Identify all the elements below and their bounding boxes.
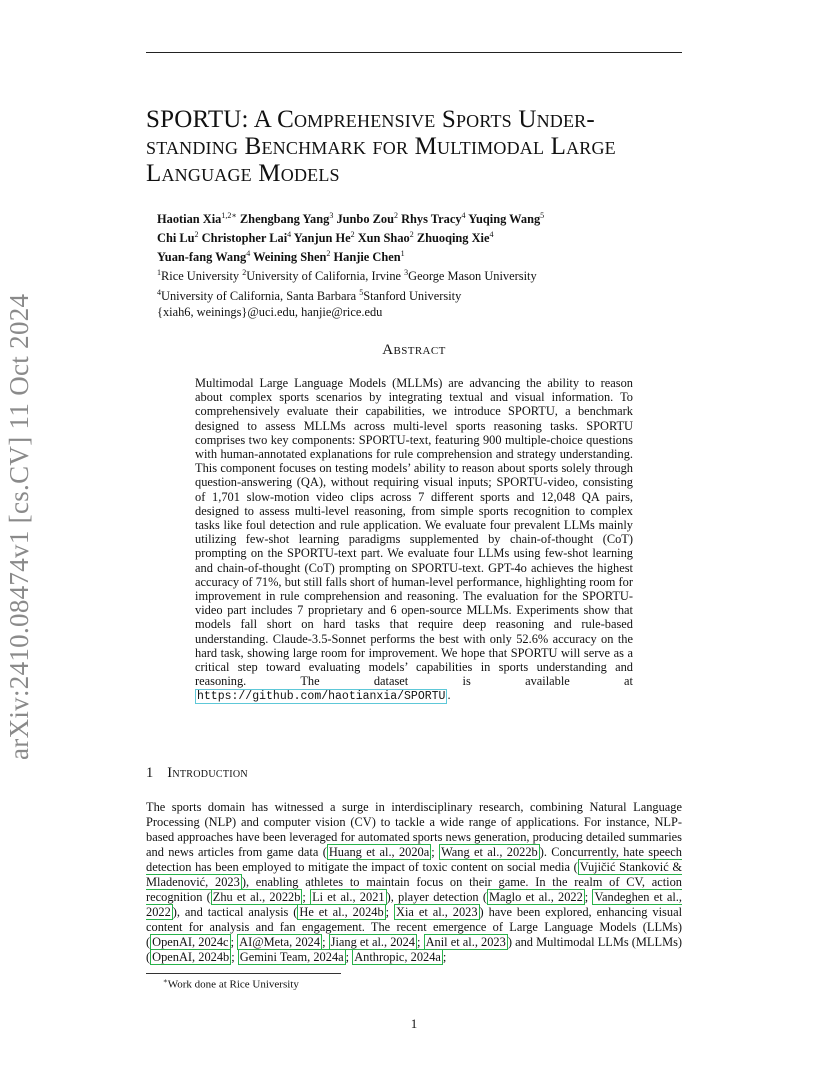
- citation-link[interactable]: He et al., 2024b: [299, 905, 384, 919]
- author-line-1: [157, 208, 677, 227]
- citation-link[interactable]: Jiang et al., 2024: [330, 935, 416, 949]
- author-name: Chi Lu: [157, 231, 195, 246]
- author-line-3: [157, 246, 677, 265]
- citation-link[interactable]: Vandeghen et al., 2022: [146, 890, 683, 919]
- author-line-2: [157, 227, 677, 246]
- citation-link[interactable]: Zhu et al., 2022b: [212, 890, 301, 904]
- author-affiliation-mark: 3: [329, 211, 334, 220]
- intro-text: ) have been explored, enhancing visual content for analysis and fan engagement. The recent emergence of Large Language Models (LLMs) (: [146, 905, 683, 949]
- affiliation-mark: 4: [157, 287, 161, 297]
- intro-text: ;: [442, 950, 447, 964]
- citation-link[interactable]: OpenAI, 2024c: [152, 935, 229, 949]
- page-number: 1: [410, 1016, 418, 1031]
- title-line-2: standing Benchmark for Multimodal Large: [146, 133, 616, 160]
- citation-link[interactable]: Anil et al., 2023: [425, 935, 506, 949]
- citation-link[interactable]: Huang et al., 2020a: [328, 845, 430, 859]
- title-line-1: SPORTU: A Comprehensive Sports Under-: [146, 106, 595, 133]
- affiliation-line: [157, 265, 677, 284]
- intro-text: The sports domain has witnessed a surge in interdisciplinary research, combining Natural Language Processing (NLP) and computer vision (CV) to tackle a wide range of applications. For instance, NLP-based approaches have been leveraged for automated sports news generation, producing detailed summaries and news articles from game data (: [146, 800, 682, 859]
- footnote-rule: [146, 973, 341, 974]
- top-rule: [146, 52, 682, 53]
- author-affiliation-mark: 2: [409, 230, 414, 240]
- dataset-link[interactable]: https://github.com/haotianxia/SPORTU: [197, 690, 446, 704]
- citation-link[interactable]: AI@Meta, 2024: [239, 935, 321, 949]
- author-affiliation-mark: 1: [400, 249, 405, 259]
- affiliation-name: University of California, Santa Barbara: [161, 288, 360, 303]
- author-affiliation-mark: 2: [326, 249, 331, 259]
- author-name: Yuan-fang Wang: [157, 250, 247, 265]
- section-title: Introduction: [167, 765, 248, 781]
- author-name: Hanjie Chen: [333, 250, 401, 265]
- citation-link[interactable]: Vujičić Stanković & Mladenović, 2023: [146, 860, 682, 889]
- affiliation-name: University of California, Irvine: [246, 269, 405, 284]
- citation-link[interactable]: Anthropic, 2024a: [354, 950, 441, 964]
- author-name: Zhengbang Yang: [239, 212, 330, 227]
- author-affiliation-mark: 4: [461, 211, 466, 220]
- affiliation-mark: 2: [242, 268, 247, 278]
- affiliation-mark: 1: [157, 268, 161, 278]
- affiliations: [157, 265, 677, 303]
- citation-link[interactable]: Gemini Team, 2024a: [239, 950, 344, 964]
- section-heading: [146, 765, 248, 782]
- intro-text: ). Concurrently, hate speech detection has been employed to mitigate the impact of toxic content on social media (: [146, 845, 682, 874]
- abstract-text: Multimodal Large Language Models (MLLMs) are advancing the ability to reason about complex sports scenarios by integrating textual and visual information. To comprehensively evaluate their capabilities, we introduce SPORTU, a benchmark designed to assess MLLMs across multi-level sports reasoning tasks. SPORTU comprises two key components: SPORTU-text, featuring 900 multiple-choice questions with human-annotated explanations for rule comprehension and strategy understanding. This component focuses on testing models’ ability to reason about sports solely through question-answering (QA), without requiring visual inputs; SPORTU-video, consisting of 1,701 slow-motion video clips across 7 different sports and 12,048 QA pairs, designed to assess multi-level reasoning, from simple sports recognition to complex tasks like foul detection and rule application. We evaluate four prevalent LLMs mainly utilizing few-shot learning paradigms supplemented by chain-of-thought (CoT) prompting on the SPORTU-text part. We evaluate four LLMs using few-shot learning and chain-of-thought (CoT) prompting on SPORTU-text. GPT-4o achieves the highest accuracy of 71%, but still falls short of human-level performance, highlighting room for improvement in rule comprehension and reasoning. The evaluation for the SPORTU-video part includes 7 proprietary and 6 open-source MLLMs. Experiments show that models fall short on hard tasks that require deep reasoning and rule-based understanding. Claude-3.5-Sonnet performs the best with only 52.6% accuracy on the hard task, showing large room for improvement. We hope that SPORTU will serve as a critical step toward evaluating models’ capabilities in sports understanding and reasoning. The dataset is available at: [195, 376, 633, 689]
- affiliation-line: [157, 285, 677, 304]
- abstract-end: .: [447, 688, 451, 703]
- author-name: Xun Shao: [357, 231, 410, 246]
- affiliation-mark: 5: [359, 287, 364, 297]
- citation-link[interactable]: Maglo et al., 2022: [488, 890, 583, 904]
- intro-text: ;: [385, 905, 395, 919]
- intro-text: ;: [231, 950, 238, 964]
- author-name: Rhys Tracy: [401, 212, 462, 227]
- intro-text: ), enabling athletes to maintain focus on their game. In the realm of CV, action recognition (: [146, 875, 682, 904]
- author-affiliation-mark: 4: [246, 249, 251, 259]
- intro-text: ;: [584, 890, 593, 904]
- affiliation-mark: 3: [404, 268, 409, 278]
- author-name: Weining Shen: [253, 250, 327, 265]
- author-affiliation-mark: 4: [489, 230, 494, 240]
- abstract-heading: Abstract: [382, 342, 446, 358]
- author-name: Haotian Xia: [157, 212, 222, 227]
- arxiv-identifier: arXiv:2410.08474v1 [cs.CV] 11 Oct 2024: [4, 293, 34, 760]
- author-name: Yuqing Wang: [468, 212, 541, 227]
- intro-text: ), player detection (: [386, 890, 487, 904]
- intro-text: ) and Multimodal LLMs (MLLMs) (: [146, 935, 683, 964]
- author-affiliation-mark: 2: [393, 211, 398, 220]
- affiliation-name: Stanford University: [363, 288, 462, 303]
- citation-link[interactable]: Li et al., 2021: [312, 890, 385, 904]
- author-affiliation-mark: 2: [350, 230, 355, 240]
- author-name: Zhuoqing Xie: [416, 231, 490, 246]
- intro-text: ;: [431, 845, 440, 859]
- author-name: Yanjun He: [293, 231, 351, 246]
- footnote: [163, 977, 299, 991]
- citation-link[interactable]: OpenAI, 2024b: [152, 950, 230, 964]
- author-emails: {xiah6, weinings}@uci.edu, hanjie@rice.edu: [157, 304, 383, 319]
- intro-text: ), and tactical analysis (: [172, 905, 298, 919]
- intro-text: ;: [230, 935, 238, 949]
- introduction-paragraph: [146, 800, 682, 965]
- author-block: [157, 208, 677, 320]
- abstract-body: [195, 376, 633, 705]
- author-name: Christopher Lai: [201, 231, 288, 246]
- intro-text: ;: [322, 935, 329, 949]
- citation-link[interactable]: Wang et al., 2022b: [441, 845, 538, 859]
- intro-text: ;: [302, 890, 311, 904]
- footnote-text: Work done at Rice University: [167, 978, 299, 991]
- citation-link[interactable]: Xia et al., 2023: [396, 905, 478, 919]
- author-affiliation-mark: 1,2∗: [221, 211, 237, 220]
- section-number: 1: [146, 765, 154, 781]
- intro-text: ;: [345, 950, 353, 964]
- intro-text: ;: [417, 935, 424, 949]
- affiliation-name: Rice University: [161, 269, 243, 284]
- author-affiliation-mark: 2: [194, 230, 199, 240]
- affiliation-name: George Mason University: [408, 269, 537, 284]
- footnote-mark: ∗: [163, 977, 168, 985]
- author-affiliation-mark: 5: [540, 211, 545, 220]
- author-name: Junbo Zou: [336, 212, 394, 227]
- title-line-3: Language Models: [146, 160, 340, 187]
- paper-title: [146, 106, 686, 187]
- author-affiliation-mark: 4: [287, 230, 292, 240]
